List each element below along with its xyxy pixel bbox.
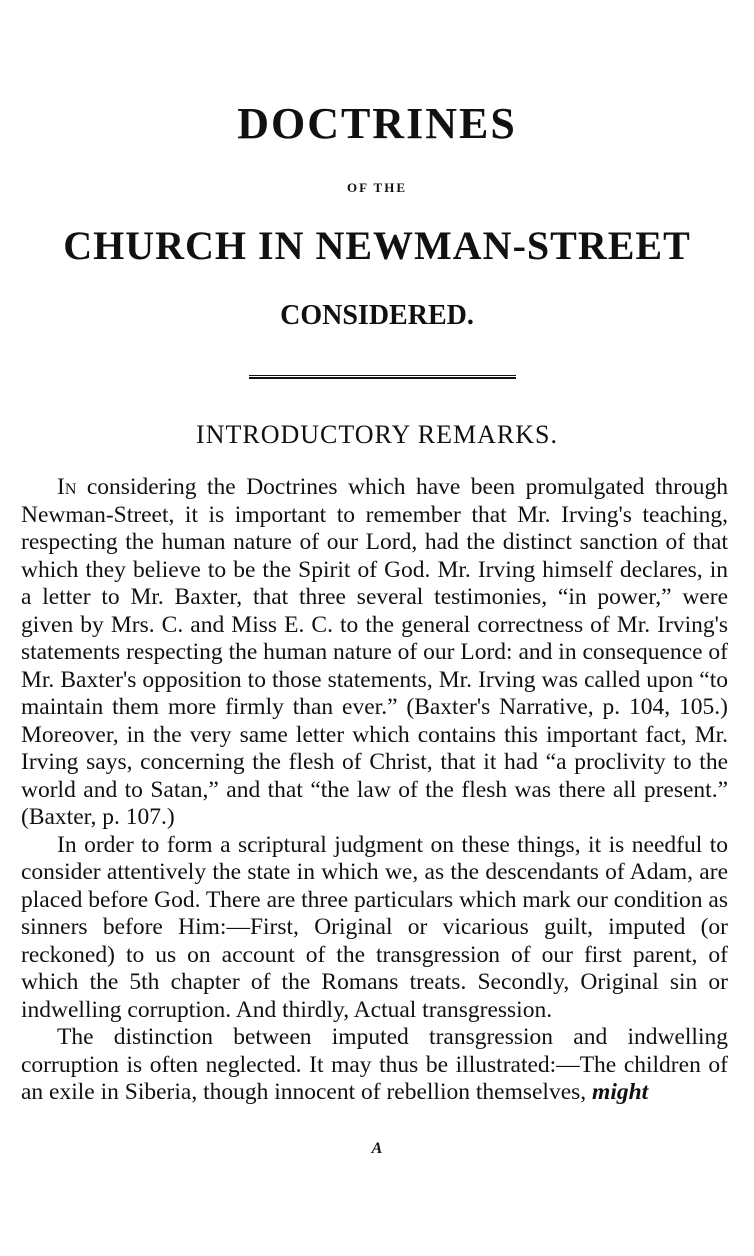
- paragraph-2: In order to form a scriptural judgment on these things, it is needful to consider attentively the state in which we, as the descendants of Adam, are placed before God. There are three particulars which mark our condition as sinners before Him:—First, Original or vicarious guilt, imputed (or reckoned) to us on account of the transgression of our first parent, of which the 5th chapter of the Romans treats. Secondly, Original sin or indwelling corruption. And thirdly, Actual transgression.: [21, 831, 728, 1023]
- paragraph-1-text: considering the Doctrines which have been promulgated through Newman-Street, it is important to remember that Mr. Irving's teaching, respecting the human nature of our Lord, had the distinct sanction of that which they believe to be the Spirit of God. Mr. Irving himself declares, in a letter to Mr. Baxter, that three several testimonies, “in power,” were given by Mrs. C. and Miss E. C. to the general correctness of Mr. Irving's statements respecting the human nature of our Lord: and in consequence of Mr. Baxter's opposition to those statements, Mr. Irving was called upon “to maintain them more firmly than ever.” (Baxter's Narrative, p. 104, 105.) Moreover, in the very same letter which contains this important fact, Mr. Irving says, concerning the flesh of Christ, that it had “a proclivity to the world and to Satan,” and that “the law of the flesh was there all present.” (Baxter, p. 107.): [21, 474, 728, 830]
- title-divider-rule: [249, 375, 516, 379]
- signature-mark: A: [371, 1140, 383, 1157]
- body-text: [21, 474, 728, 1107]
- title-doctrines: DOCTRINES: [237, 99, 517, 148]
- title-church-in-newman-street: CHURCH IN NEWMAN-STREET: [63, 223, 691, 268]
- title-of-the: OF THE: [346, 180, 408, 195]
- paragraph-1: [21, 474, 728, 832]
- section-heading: INTRODUCTORY REMARKS.: [196, 420, 558, 449]
- catchword: might: [592, 1079, 649, 1105]
- paragraph-1-opening-word: In: [57, 474, 77, 500]
- paragraph-3-text: The distinction between imputed transgression and indwelling corruption is often neglected. It may thus be illustrated:—The children of an exile in Siberia, though innocent of rebellion themselves,: [21, 1024, 728, 1105]
- paragraph-3: [21, 1024, 728, 1107]
- title-considered: CONSIDERED.: [280, 300, 474, 331]
